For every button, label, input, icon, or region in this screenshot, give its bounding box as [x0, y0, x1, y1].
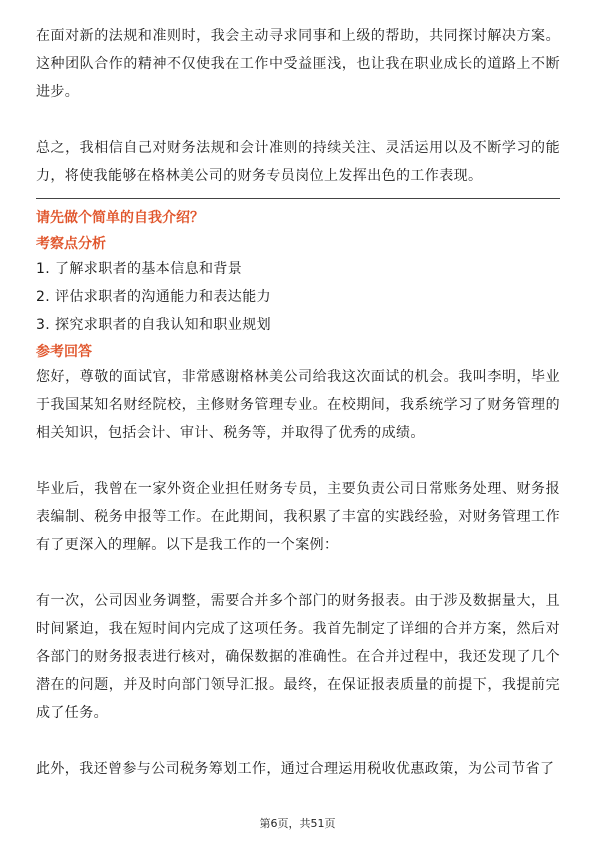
paragraph-gap: [36, 447, 560, 475]
paragraph-gap: [36, 559, 560, 587]
answer-paragraph-2: 毕业后，我曾在一家外资企业担任财务专员，主要负责公司日常账务处理、财务报表编制、税务申报等工作。在此期间，我积累了丰富的实践经验，对财务管理工作有了更深入的理解。以下是我工作的一个案例：: [36, 481, 560, 553]
intro-paragraph-2: 总之，我相信自己对财务法规和会计准则的持续关注、灵活运用以及不断学习的能力，将使我能够在格林美公司的财务专员岗位上发挥出色的工作表现。: [36, 140, 560, 184]
question-title: 请先做个简单的自我介绍？: [36, 210, 204, 226]
document-page: [36, 22, 560, 783]
section-divider: [36, 198, 560, 199]
analysis-item-3: 3. 探究求职者的自我认知和职业规划: [36, 317, 272, 333]
analysis-item-1: 1. 了解求职者的基本信息和背景: [36, 261, 243, 277]
analysis-heading: 考察点分析: [36, 236, 106, 252]
intro-paragraph-1: 在面对新的法规和准则时，我会主动寻求同事和上级的帮助，共同探讨解决方案。这种团队合作的精神不仅使我在工作中受益匪浅，也让我在职业成长的道路上不断进步。: [36, 28, 560, 100]
answer-heading: 参考回答: [36, 344, 92, 360]
answer-paragraph-4: 此外，我还曾参与公司税务筹划工作，通过合理运用税收优惠政策，为公司节省了: [36, 761, 555, 777]
answer-paragraph-3: 有一次，公司因业务调整，需要合并多个部门的财务报表。由于涉及数据量大，且时间紧迫，我在短时间内完成了这项任务。我首先制定了详细的合并方案，然后对各部门的财务报表进行核对，确保数据的准确性。在合并过程中，我还发现了几个潜在的问题，并及时向部门领导汇报。最终，在保证报表质量的前提下，我提前完成了任务。: [36, 593, 560, 721]
paragraph-gap: [36, 106, 560, 134]
paragraph-gap: [36, 727, 560, 755]
analysis-item-2: 2. 评估求职者的沟通能力和表达能力: [36, 289, 272, 305]
answer-paragraph-1: 您好，尊敬的面试官，非常感谢格林美公司给我这次面试的机会。我叫李明，毕业于我国某知名财经院校，主修财务管理专业。在校期间，我系统学习了财务管理的相关知识，包括会计、审计、税务等，并取得了优秀的成绩。: [36, 369, 560, 441]
page-number-footer: 第6页，共51页: [259, 817, 336, 830]
